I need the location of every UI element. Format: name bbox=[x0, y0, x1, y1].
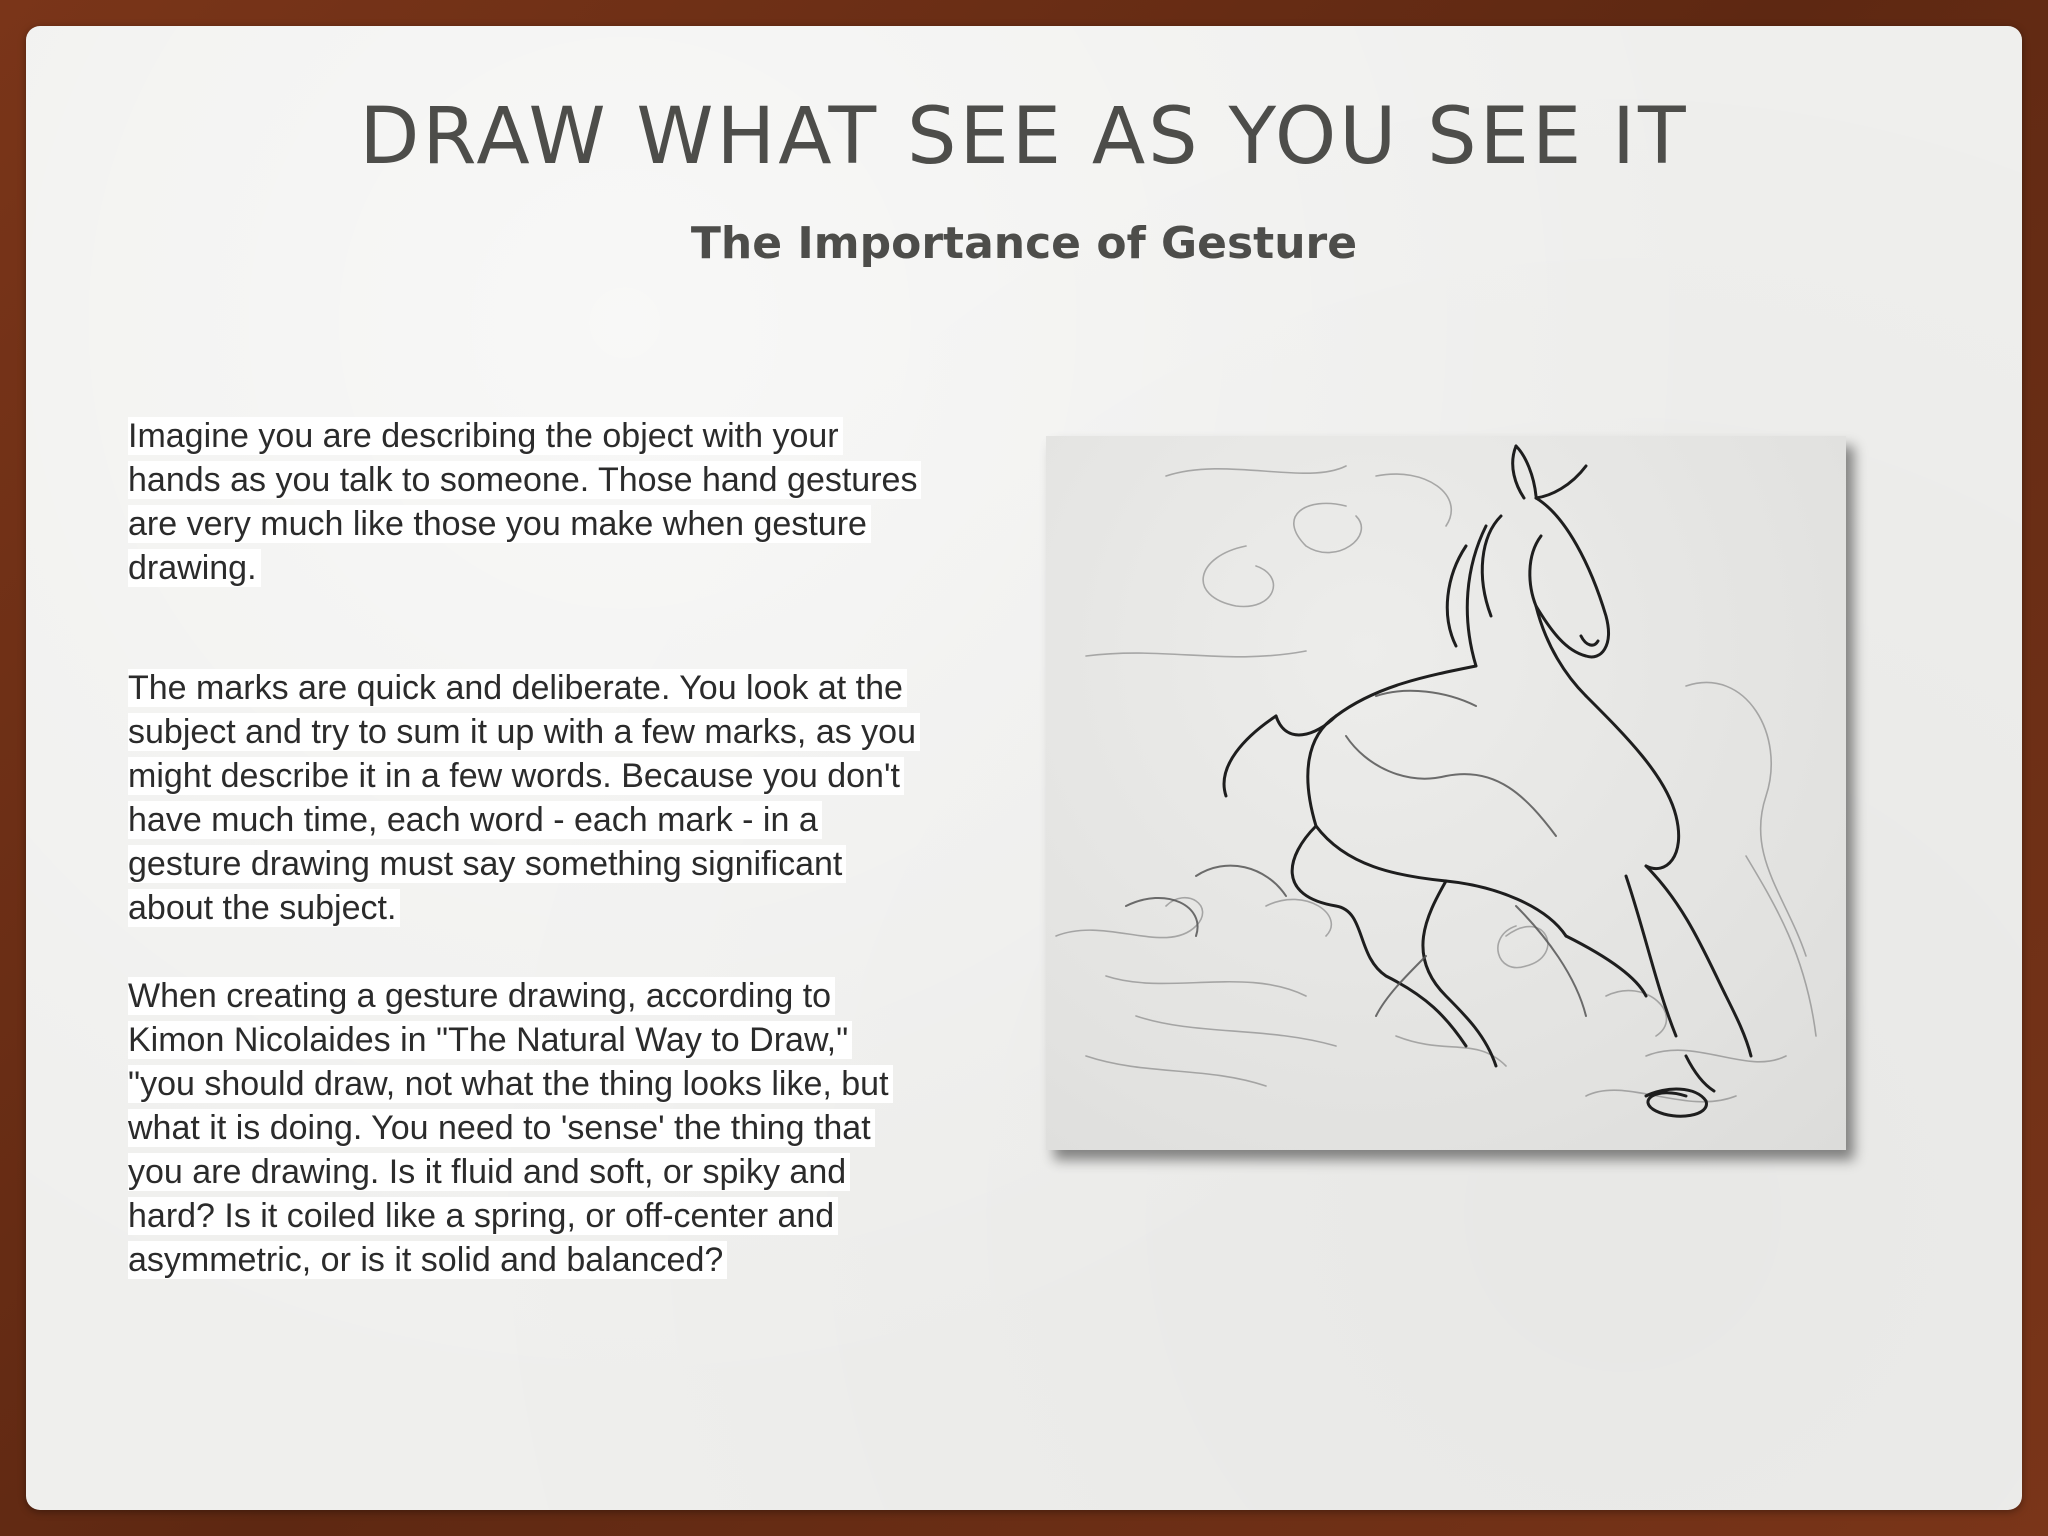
horse-sketch-drawing bbox=[1046, 436, 1846, 1150]
body-paragraph-3-text: When creating a gesture drawing, according to Kimon Nicolaides in "The Natural Way to Draw," "you should draw, not what the thing looks like, but what it is doing. You need to 'sense' the thing that you are drawing. Is it fluid and soft, or spiky and hard? Is it coiled like a spring, or off-center and asymmetric, or is it solid and balanced? bbox=[128, 977, 893, 1279]
body-paragraph-2 bbox=[128, 666, 918, 930]
slide-subtitle: The Importance of Gesture bbox=[690, 218, 1358, 269]
body-paragraph-1 bbox=[128, 414, 918, 590]
body-paragraph-1-text: Imagine you are describing the object with your hands as you talk to someone. Those hand gestures are very much like those you make when gesture drawing. bbox=[128, 417, 921, 587]
body-paragraph-3 bbox=[128, 974, 918, 1282]
horse-sketch-image bbox=[1046, 436, 1846, 1150]
body-paragraph-2-text: The marks are quick and deliberate. You look at the subject and try to sum it up with a few marks, as you might describe it in a few words. Because you don't have much time, each word - each mark - in a gesture drawing must say something significant about the subject. bbox=[128, 669, 920, 927]
slide-title: DRAW WHAT SEE AS YOU SEE IT bbox=[359, 92, 1689, 182]
